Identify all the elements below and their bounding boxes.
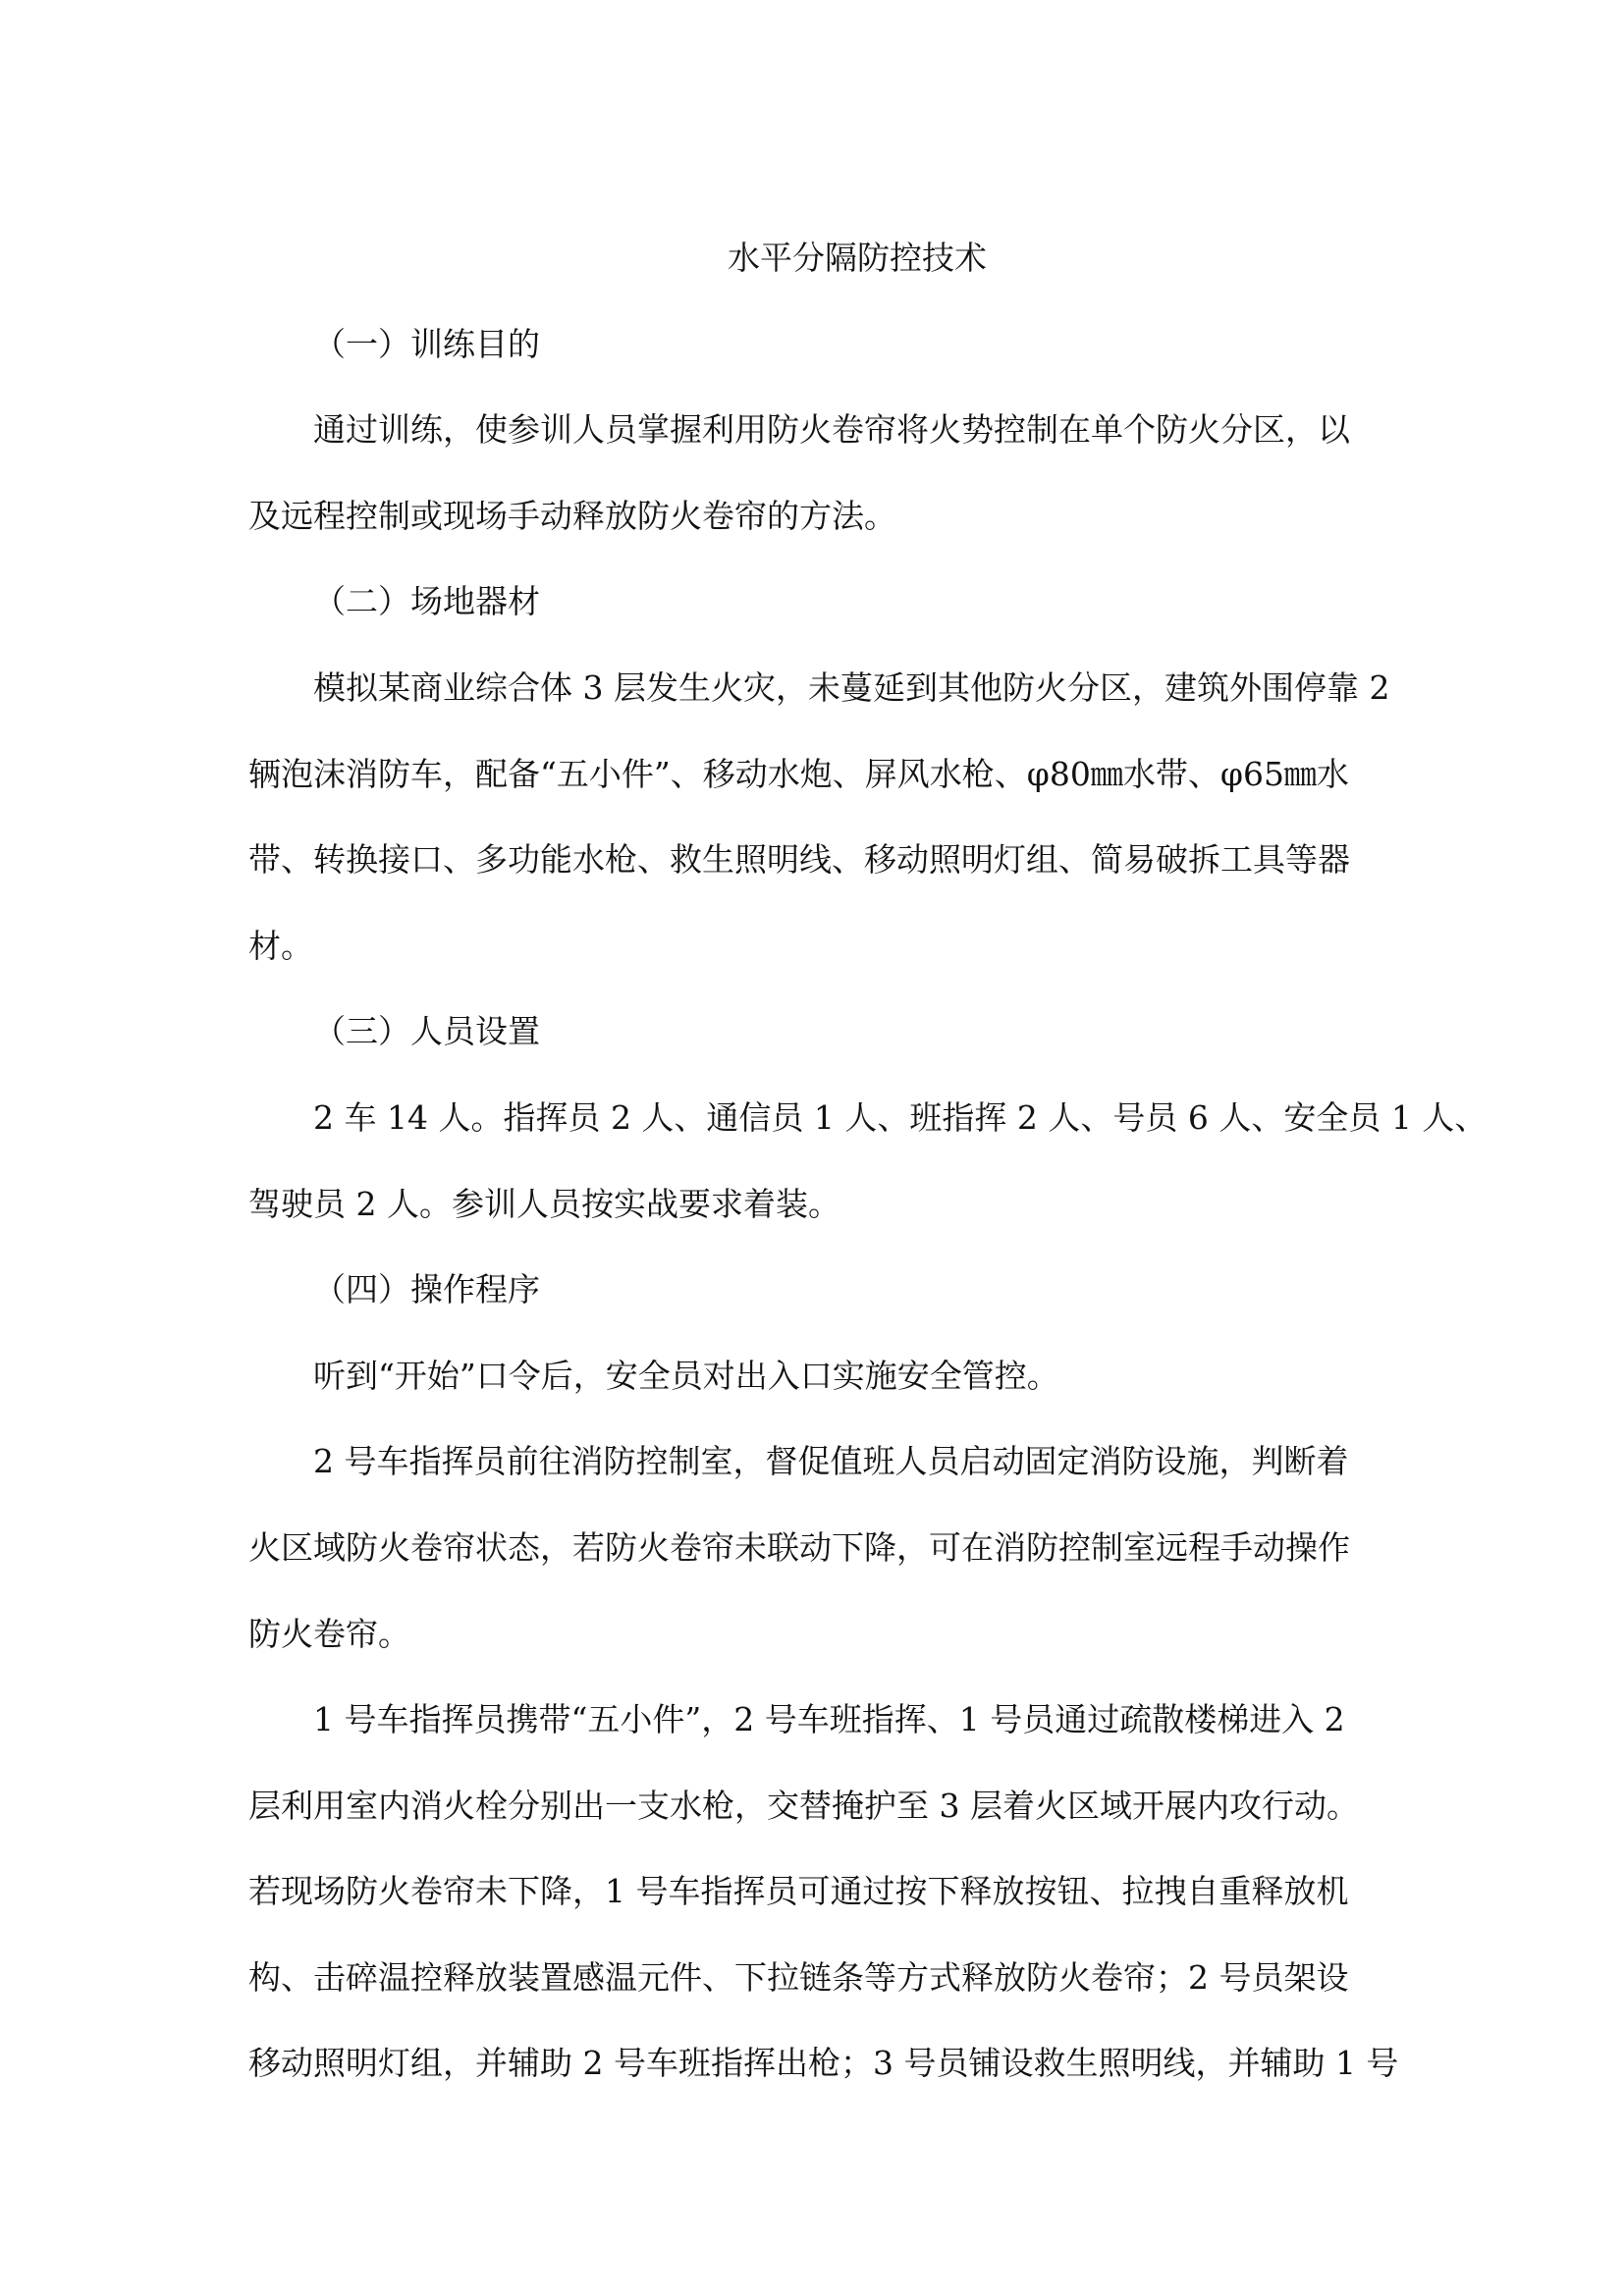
paragraph-line: 及远程控制或现场手动释放防火卷帘的方法。 [248,496,896,535]
section-heading: （三）人员设置 [313,1012,540,1051]
paragraph [248,1075,1488,1247]
paragraph-line: 若现场防火卷帘未下降，1 号车指挥员可通过按下释放按钮、拉拽自重释放机 [248,1872,1349,1911]
paragraph-line: 移动照明灯组，并辅助 2 号车班指挥出枪；3 号员铺设救生照明线，并辅助 1 号 [248,2044,1399,2083]
paragraph [248,1333,1407,1419]
paragraph-line: 2 车 14 人。指挥员 2 人、通信员 1 人、班指挥 2 人、号员 6 人、安全员 1 人、 [313,1097,1488,1137]
paragraph [248,645,1407,988]
paragraph-line: 带、转换接口、多功能水枪、救生照明线、移动照明灯组、简易破拆工具等器 [248,840,1350,880]
paragraph [248,387,1407,559]
paragraph-line: 驾驶员 2 人。参训人员按实战要求着装。 [248,1184,840,1223]
section-heading: （二）场地器材 [313,582,540,621]
paragraph [248,1418,1407,1677]
document-title: 水平分隔防控技术 [728,239,987,277]
paragraph-line: 模拟某商业综合体 3 层发生火灾，未蔓延到其他防火分区，建筑外围停靠 2 [313,667,1390,707]
section-heading: （四）操作程序 [313,1270,540,1309]
paragraph-line: 辆泡沫消防车，配备“五小件”、移动水炮、屏风水枪、φ80㎜水带、φ65㎜水 [248,754,1349,793]
paragraph-line: 层利用室内消火栓分别出一支水枪，交替掩护至 3 层着火区域开展内攻行动。 [248,1786,1359,1825]
paragraph-line: 火区域防火卷帘状态，若防火卷帘未联动下降，可在消防控制室远程手动操作 [248,1527,1350,1567]
section-heading: （一）训练目的 [313,324,540,363]
paragraph-line: 通过训练，使参训人员掌握利用防火卷帘将火势控制在单个防火分区，以 [313,410,1350,450]
paragraph-line: 2 号车指挥员前往消防控制室，督促值班人员启动固定消防设施，判断着 [313,1442,1349,1481]
paragraph-line: 防火卷帘。 [248,1614,410,1653]
paragraph [248,1677,1407,2107]
document-page [248,215,1488,2107]
paragraph-line: 1 号车指挥员携带“五小件”，2 号车班指挥、1 号员通过疏散楼梯进入 2 [313,1700,1345,1739]
paragraph-line: 材。 [248,926,313,965]
paragraph-line: 构、击碎温控释放装置感温元件、下拉链条等方式释放防火卷帘；2 号员架设 [248,1957,1349,1997]
paragraph-line: 听到“开始”口令后，安全员对出入口实施安全管控。 [313,1356,1059,1395]
